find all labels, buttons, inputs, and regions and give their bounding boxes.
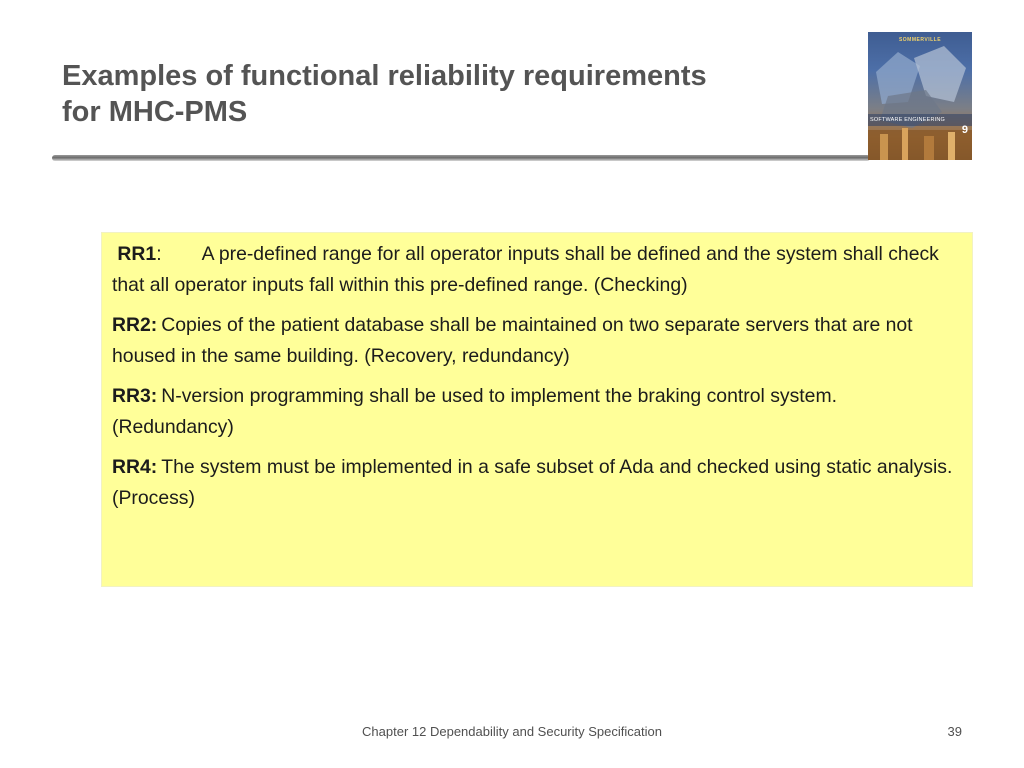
requirement-separator: : (156, 243, 162, 265)
requirements-list (102, 233, 972, 513)
requirement-text: Copies of the patient database shall be maintained on two separate servers that are not housed in the same building. (Recovery, redundancy) (112, 314, 913, 367)
book-cover-edition: 9 (961, 124, 968, 136)
requirement-id: RR2: (112, 314, 158, 336)
requirement-text: The system must be implemented in a safe subset of Ada and checked using static analysis. (Process) (112, 456, 953, 509)
requirement-id: RR3: (112, 385, 158, 407)
requirement-rr1 (112, 239, 962, 300)
requirements-panel (101, 232, 973, 587)
requirement-text: A pre-defined range for all operator inputs shall be defined and the system shall check that all operator inputs fall within this pre-defined range. (Checking) (112, 243, 939, 296)
requirement-rr2 (112, 310, 962, 371)
requirement-text: N-version programming shall be used to implement the braking control system. (Redundancy) (112, 385, 837, 438)
slide-title-line-1: Examples of functional reliability requirements (62, 60, 707, 92)
book-cover-artwork (868, 32, 972, 160)
requirement-rr3 (112, 381, 962, 442)
book-cover-title: SOFTWARE ENGINEERING (870, 117, 945, 123)
slide-title-line-2: for MHC-PMS (62, 96, 248, 128)
book-cover-image (868, 32, 972, 160)
book-cover-author: SOMMERVILLE (898, 37, 942, 43)
slide-title (62, 58, 842, 130)
page-number: 39 (947, 724, 962, 739)
title-divider (52, 155, 870, 161)
footer-chapter: Chapter 12 Dependability and Security Specification (362, 724, 662, 739)
requirement-id: RR1 (117, 243, 157, 265)
requirement-id: RR4: (112, 456, 158, 478)
requirement-rr4 (112, 452, 962, 513)
